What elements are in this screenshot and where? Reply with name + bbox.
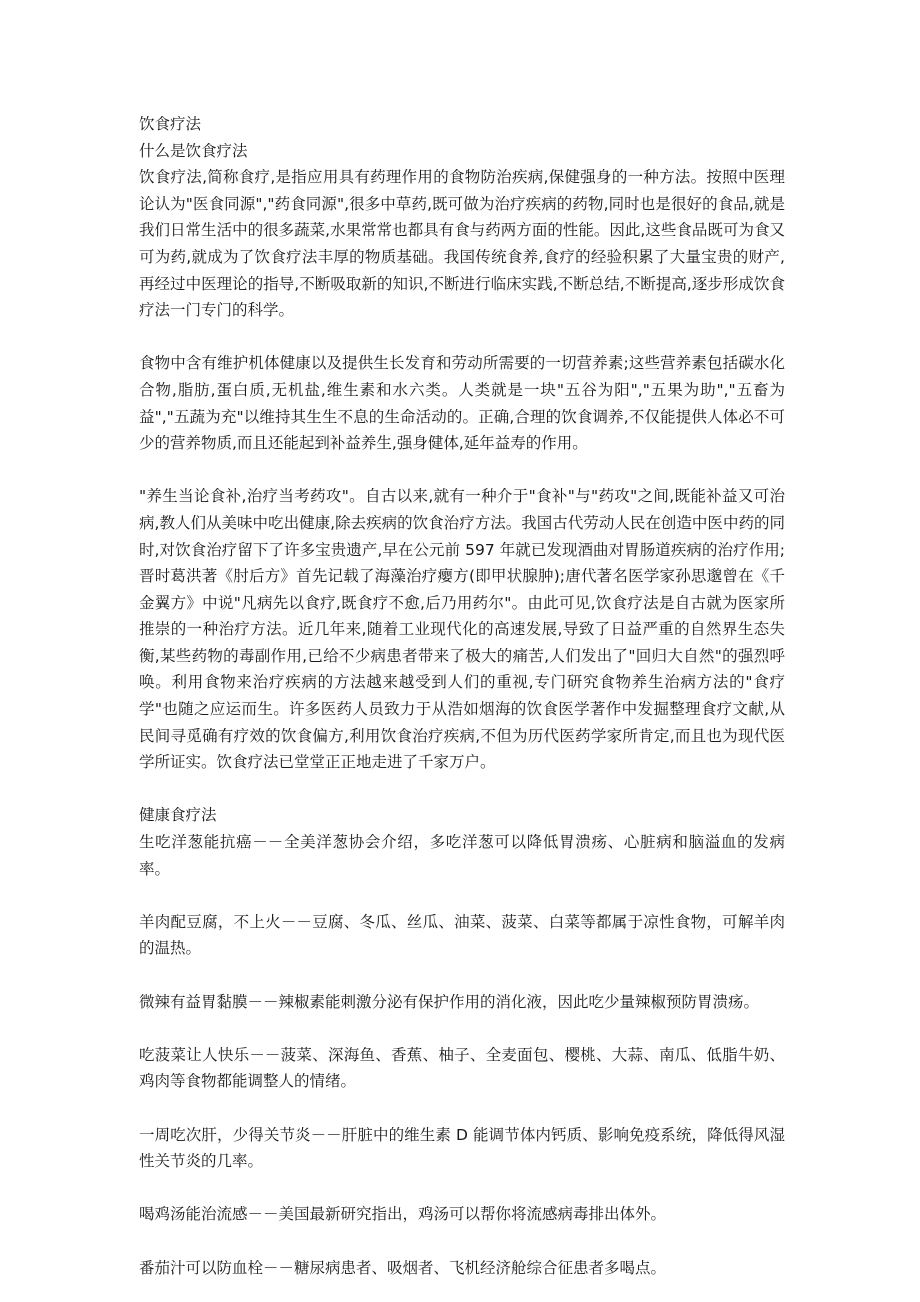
paragraph-gap xyxy=(139,324,785,351)
paragraph: 食物中含有维护机体健康以及提供生长发育和劳动所需要的一切营养素;这些营养素包括碳水化合物,脂肪,蛋白质,无机盐,维生素和水六类。人类就是一块"五谷为阳","五果为助","五畜为益","五蔬为充"以维持其生生不息的生命活动的。正确,合理的饮食调养,不仅能提供人体必不可少的营养物质,而且还能起到补益养生,强身健体,延年益寿的作用。 xyxy=(139,354,785,453)
paragraph: 饮食疗法,简称食疗,是指应用具有药理作用的食物防治疾病,保健强身的一种方法。按照中医理论认为"医食同源","药食同源",很多中草药,既可做为治疗疾病的药物,同时也是很好的食品,就是我们日常生活中的很多蔬菜,水果常常也都具有食与药两方面的性能。因此,这些食品既可为食又可为药,就成为了饮食疗法丰厚的物质基础。我国传统食养,食疗的经验积累了大量宝贵的财产,再经过中医理论的指导,不断吸取新的知识,不断进行临床实践,不断总结,不断提高,逐步形成饮食疗法一门专门的科学。 xyxy=(139,168,785,320)
document-body xyxy=(139,111,785,1281)
paragraph-gap xyxy=(139,962,785,989)
paragraph-gap xyxy=(139,776,785,803)
tip-item: 生吃洋葱能抗癌－－全美洋葱协会介绍，多吃洋葱可以降低胃溃疡、心脏病和脑溢血的发病率。 xyxy=(139,833,785,878)
tip-item: 一周吃次肝，少得关节炎－－肝脏中的维生素 D 能调节体内钙质、影响免疫系统，降低得风湿性关节炎的几率。 xyxy=(139,1125,785,1171)
section-heading: 健康食疗法 xyxy=(139,806,217,825)
paragraph-gap xyxy=(139,1175,785,1202)
paragraph: "养生当论食补,治疗当考药攻"。自古以来,就有一种介于"食补"与"药攻"之间,既能补益又可治病,教人们从美味中吃出健康,除去疾病的饮食治疗方法。我国古代劳动人民在创造中医中药的同时,对饮食治疗留下了许多宝贵遗产,早在公元前 597 年就已发现酒曲对胃肠道疾病的治疗作用;晋时葛洪著《肘后方》首先记载了海藻治疗瘿方(即甲状腺肿);唐代著名医学家孙思邈曾在《千金翼方》中说"凡病先以食疗,既食疗不愈,后乃用药尔"。由此可见,饮食疗法是自古就为医家所推崇的一种治疗方法。近几年来,随着工业现代化的高速发展,导致了日益严重的自然界生态失衡,某些药物的毒副作用,已给不少病患者带来了极大的痛苦,人们发出了"回归大自然"的强烈呼唤。利用食物来治疗疾病的方法越来越受到人们的重视,专门研究食物养生治病方法的"食疗学"也随之应运而生。许多医药人员致力于从浩如烟海的饮食医学著作中发掘整理食疗文献,从民间寻觅确有疗效的饮食偏方,利用饮食治疗疾病,不但为历代医药学家所肯定,而且也为现代医学所证实。饮食疗法已堂堂正正地走进了千家万户。 xyxy=(139,487,785,772)
tip-item: 微辣有益胃黏膜－－辣椒素能刺激分泌有保护作用的消化液，因此吃少量辣椒预防胃溃疡。 xyxy=(139,992,760,1011)
paragraph-gap xyxy=(139,1095,785,1122)
document-title: 饮食疗法 xyxy=(139,115,202,133)
paragraph-gap xyxy=(139,457,785,484)
document-subtitle: 什么是饮食疗法 xyxy=(139,141,248,160)
tip-item: 番茄汁可以防血栓－－糖尿病患者、吸烟者、飞机经济舱综合征患者多喝点。 xyxy=(139,1258,667,1277)
paragraph-gap xyxy=(139,1228,785,1255)
tip-item: 羊肉配豆腐，不上火－－豆腐、冬瓜、丝瓜、油菜、菠菜、白菜等都属于凉性食物，可解羊肉的温热。 xyxy=(139,912,785,958)
paragraph-gap xyxy=(139,882,785,909)
tip-item: 喝鸡汤能治流感－－美国最新研究指出，鸡汤可以帮你将流感病毒排出体外。 xyxy=(139,1205,667,1224)
tip-item: 吃菠菜让人快乐－－菠菜、深海鱼、香蕉、柚子、全麦面包、樱桃、大蒜、南瓜、低脂牛奶、鸡肉等食物都能调整人的情绪。 xyxy=(139,1045,785,1091)
paragraph-gap xyxy=(139,1015,785,1042)
